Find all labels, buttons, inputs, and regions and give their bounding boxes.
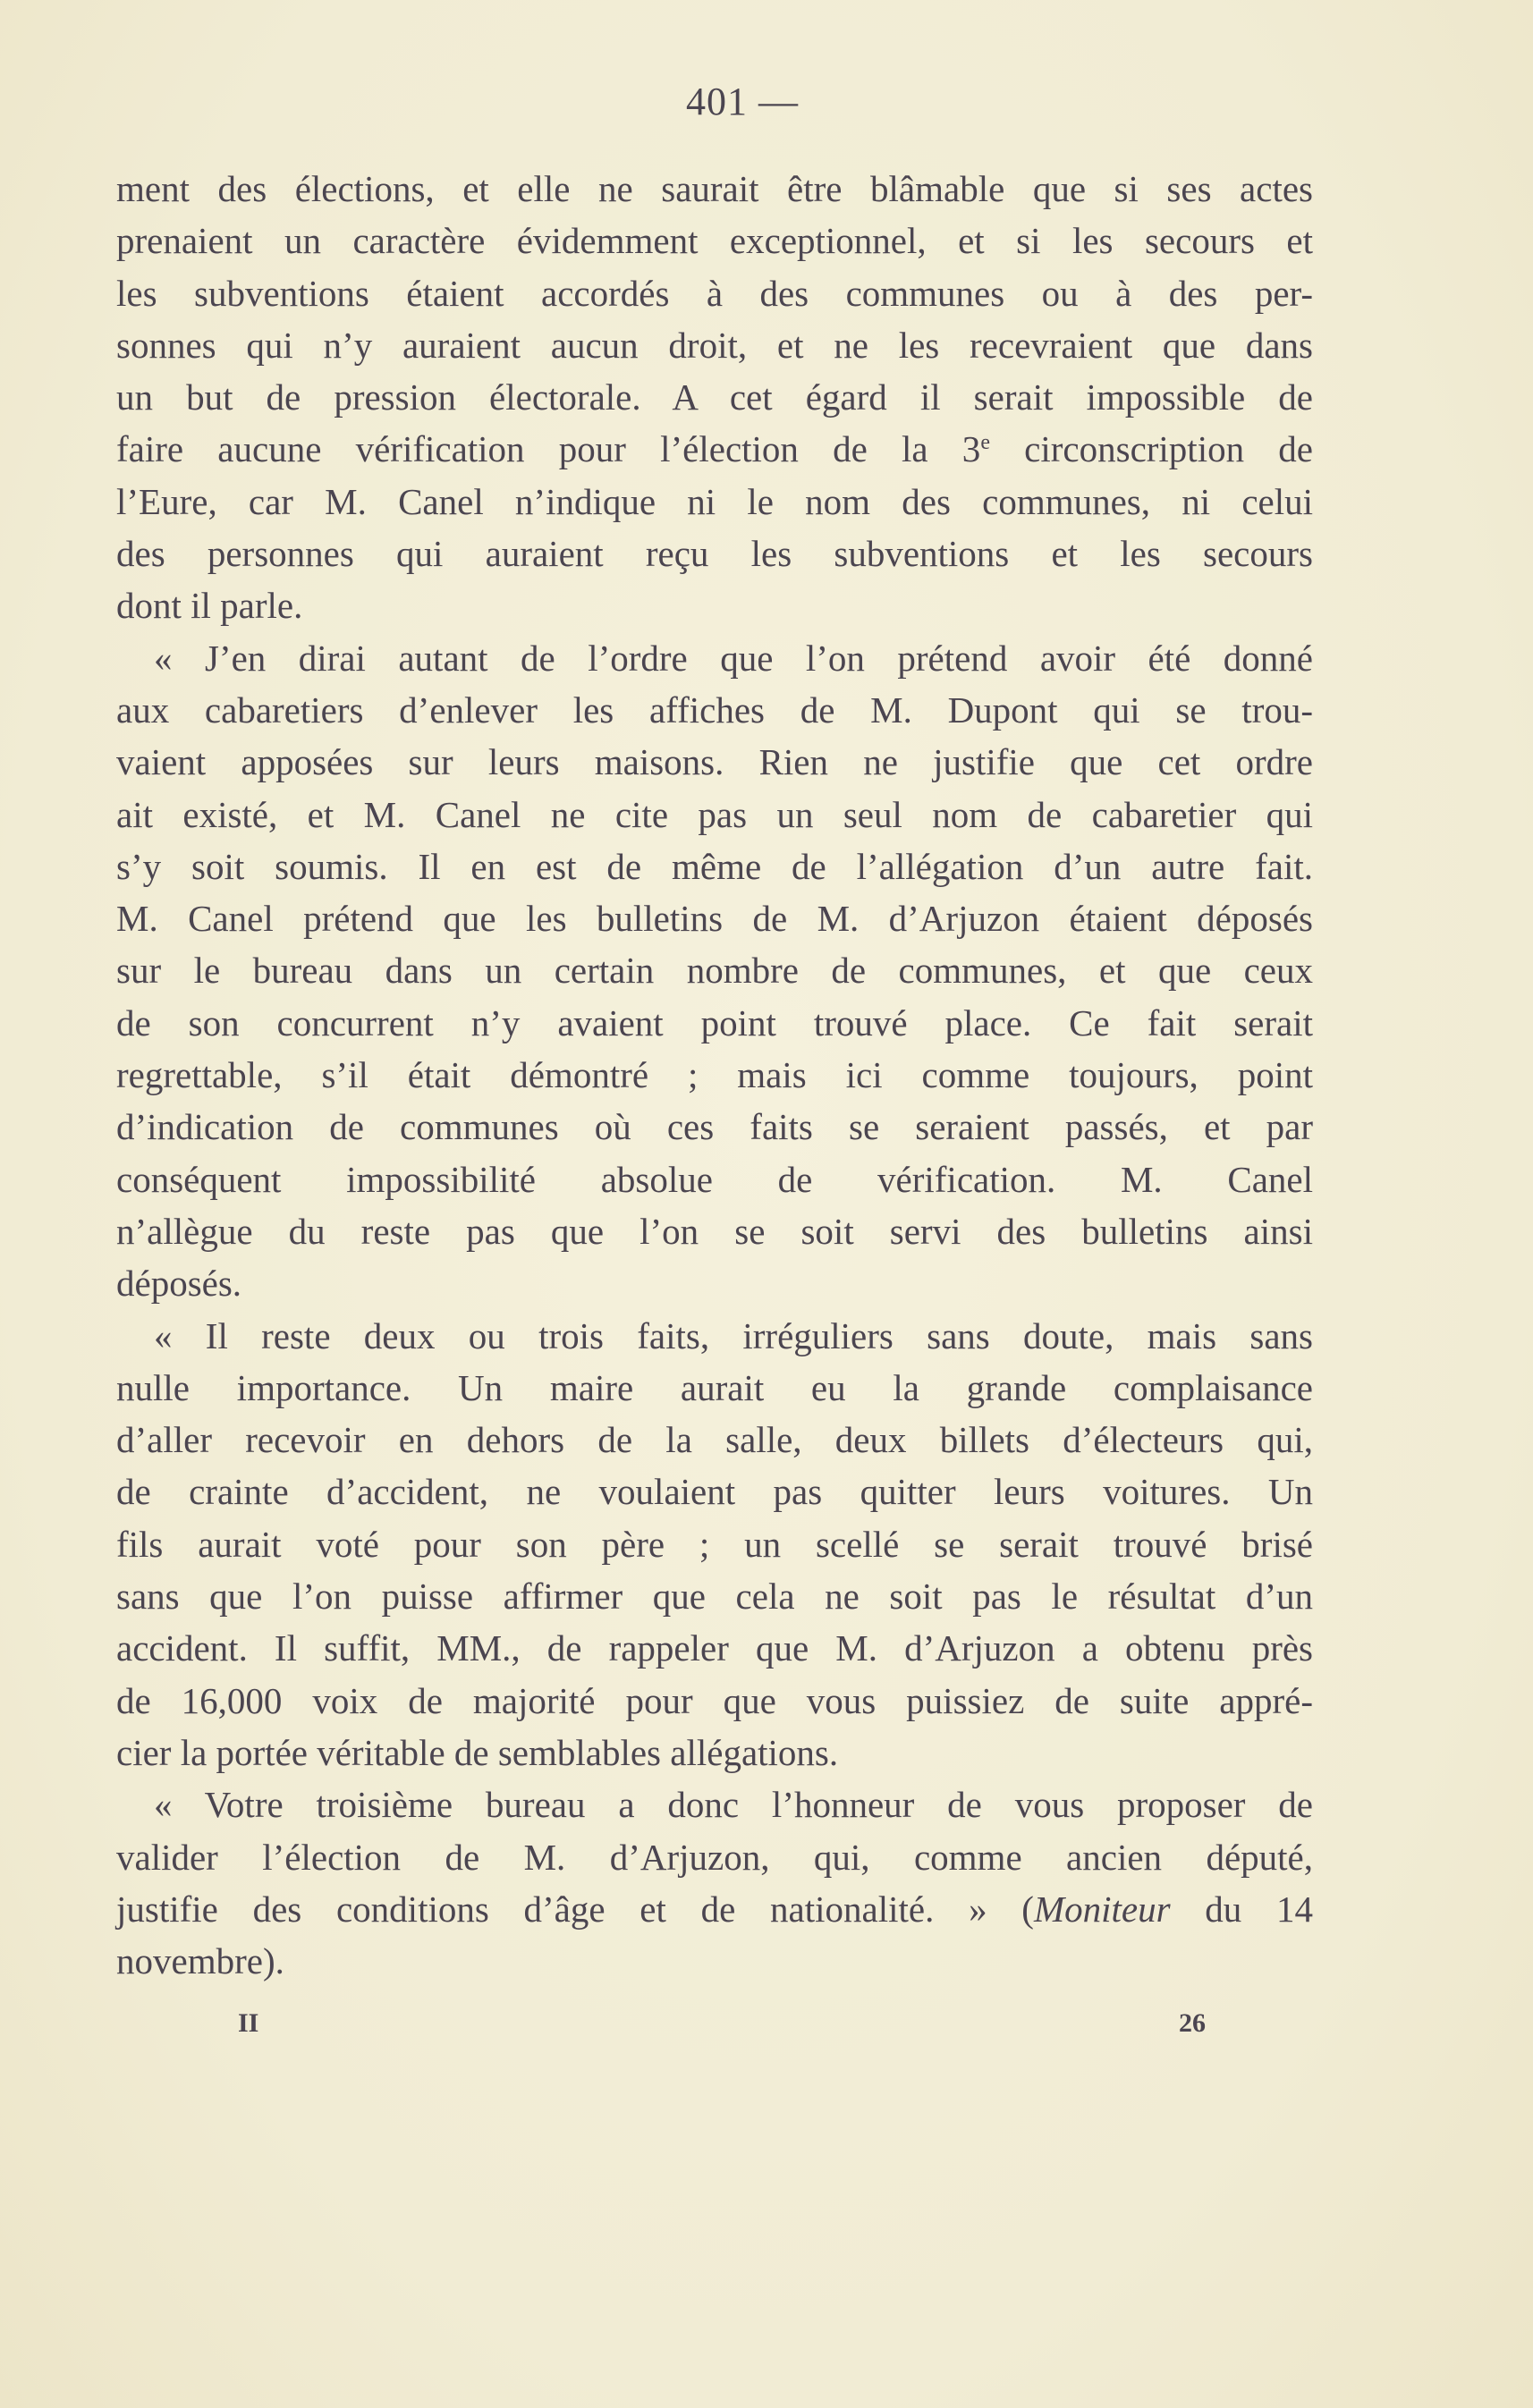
text-line: [116, 1518, 1313, 1570]
line-text: cier la portée véritable de semblables allégations.: [116, 1731, 839, 1773]
line-text: d’indication de communes où ces faits se seraient passés, et par: [116, 1106, 1313, 1148]
text-line: [116, 1831, 1313, 1883]
line-text: n’allègue du reste pas que l’on se soit servi des bulletins ainsi: [116, 1210, 1313, 1252]
line-text: justifie des conditions d’âge et de nationalité. » (: [116, 1888, 1034, 1930]
line-text: fils aurait voté pour son père ; un scellé se serait trouvé brisé: [116, 1523, 1313, 1565]
sheet-number: 26: [1179, 2008, 1206, 2038]
line-text: conséquent impossibilité absolue de vérification. M. Canel: [116, 1158, 1313, 1200]
line-text: des personnes qui auraient reçu les subventions et les secours: [116, 533, 1313, 575]
line-text: aux cabaretiers d’enlever les affiches de M. Dupont qui se trou-: [116, 689, 1313, 731]
line-text: un but de pression électorale. A cet égard il serait impossible de: [116, 376, 1313, 418]
italic-title: Moniteur: [1033, 1888, 1171, 1930]
page-number: 401 —: [686, 80, 799, 123]
line-text: les subventions étaient accordés à des communes ou à des per-: [116, 272, 1313, 314]
text-line: [116, 1049, 1313, 1101]
text-line: [116, 1883, 1313, 1935]
text-line: [116, 997, 1313, 1049]
text-line: [116, 423, 1313, 475]
text-line: [116, 1570, 1313, 1622]
text-line: [116, 944, 1313, 996]
text-line: [116, 1257, 1313, 1309]
text-line: [116, 1153, 1313, 1205]
text-line: [116, 1310, 1313, 1362]
body-text: [116, 163, 1313, 1987]
text-line: [116, 684, 1313, 736]
line-text: « Il reste deux ou trois faits, irréguliers sans doute, mais sans: [154, 1314, 1313, 1356]
line-text: circonscription de: [989, 428, 1313, 470]
text-line: [116, 528, 1313, 579]
line-text: prenaient un caractère évidemment exceptionnel, et si les secours et: [116, 220, 1313, 262]
line-text: de son concurrent n’y avaient point trouvé place. Ce fait serait: [116, 1001, 1313, 1043]
text-line: [116, 319, 1313, 371]
text-line: [116, 1675, 1313, 1727]
line-text: d’aller recevoir en dehors de la salle, deux billets d’électeurs qui,: [116, 1419, 1313, 1461]
text-line: [116, 892, 1313, 944]
text-line: [116, 476, 1313, 528]
line-text: nulle importance. Un maire aurait eu la grande complaisance: [116, 1366, 1313, 1408]
line-text: ment des élections, et elle ne saurait être blâmable que si ses actes: [116, 168, 1313, 209]
text-line: [116, 1466, 1313, 1517]
text-line: [116, 267, 1313, 319]
line-text: de 16,000 voix de majorité pour que vous puissiez de suite appré-: [116, 1679, 1313, 1721]
text-line: [116, 789, 1313, 841]
text-line: [116, 1622, 1313, 1674]
line-text: valider l’élection de M. d’Arjuzon, qui, comme ancien député,: [116, 1836, 1313, 1878]
line-text: du 14: [1170, 1888, 1313, 1930]
line-text: sur le bureau dans un certain nombre de communes, et que ceux: [116, 950, 1313, 992]
line-text: l’Eure, car M. Canel n’indique ni le nom des communes, ni celui: [116, 480, 1313, 522]
line-text: déposés.: [116, 1263, 242, 1305]
line-text: M. Canel prétend que les bulletins de M. d’Arjuzon étaient déposés: [116, 898, 1313, 940]
line-text: sonnes qui n’y auraient aucun droit, et ne les recevraient que dans: [116, 324, 1313, 366]
line-text: novembre).: [116, 1940, 284, 1982]
text-line: [116, 163, 1313, 215]
line-text: de crainte d’accident, ne voulaient pas quitter leurs voitures. Un: [116, 1471, 1313, 1513]
text-line: [116, 1935, 1313, 1987]
text-line: [116, 1101, 1313, 1153]
text-line: [116, 1779, 1313, 1830]
text-line: [116, 736, 1313, 788]
text-line: [116, 841, 1313, 892]
text-line: [116, 1362, 1313, 1414]
signature-mark: II: [238, 2008, 259, 2038]
line-text: ait existé, et M. Canel ne cite pas un seul nom de cabaretier qui: [116, 793, 1313, 835]
text-line: [116, 579, 1313, 631]
line-text: vaient apposées sur leurs maisons. Rien ne justifie que cet ordre: [116, 741, 1313, 783]
superscript: e: [980, 431, 990, 455]
text-line: [116, 632, 1313, 684]
line-text: « J’en dirai autant de l’ordre que l’on prétend avoir été donné: [154, 637, 1313, 679]
line-text: accident. Il suffit, MM., de rappeler que M. d’Arjuzon a obtenu près: [116, 1627, 1313, 1669]
text-line: [116, 1205, 1313, 1257]
text-line: [116, 1727, 1313, 1779]
line-text: « Votre troisième bureau a donc l’honneur de vous proposer de: [154, 1784, 1313, 1826]
text-line: [116, 371, 1313, 423]
line-text: dont il parle.: [116, 585, 303, 627]
text-line: [116, 215, 1313, 266]
line-text: s’y soit soumis. Il en est de même de l’allégation d’un autre fait.: [116, 845, 1313, 887]
text-line: [116, 1414, 1313, 1466]
line-text: regrettable, s’il était démontré ; mais ici comme toujours, point: [116, 1054, 1313, 1096]
line-text: faire aucune vérification pour l’élection de la 3: [116, 428, 981, 470]
line-text: sans que l’on puisse affirmer que cela ne soit pas le résultat d’un: [116, 1576, 1313, 1618]
